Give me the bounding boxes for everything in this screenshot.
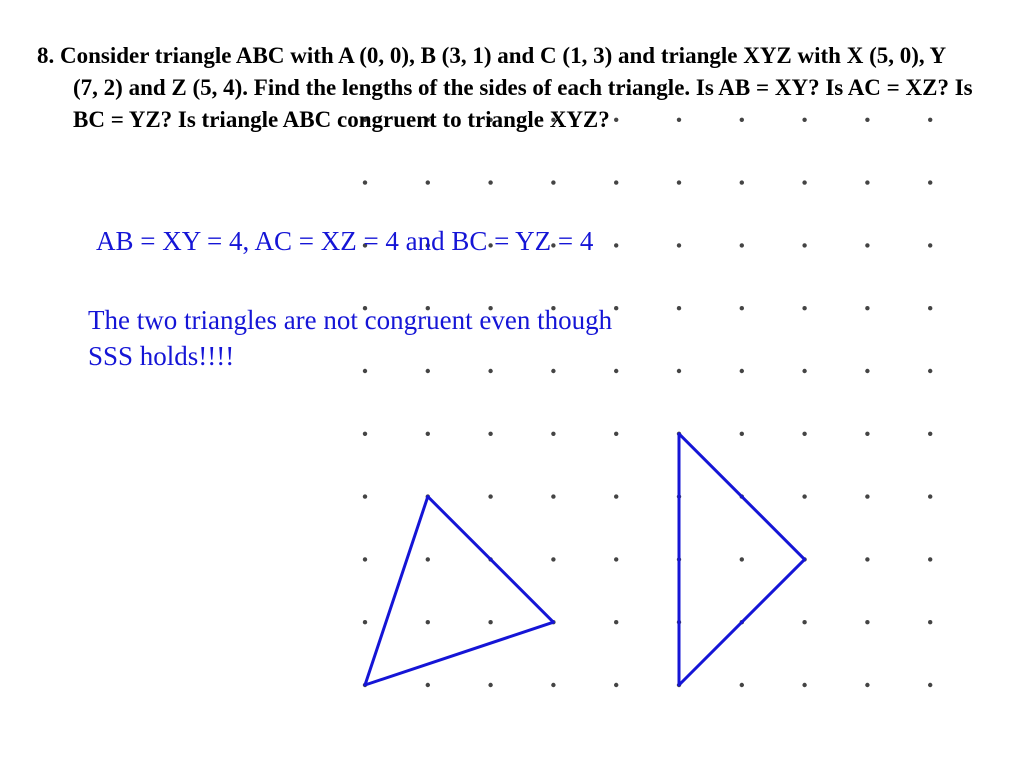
grid-dot [426,620,430,624]
grid-dot [802,369,806,373]
grid-dot [740,369,744,373]
grid-dot [865,243,869,247]
grid-dot [488,683,492,687]
grid-dot [614,557,618,561]
grid-dot [802,494,806,498]
grid-dot [551,494,555,498]
grid-dot [928,243,932,247]
grid-dot [928,432,932,436]
grid-dot [426,180,430,184]
grid-dot [865,494,869,498]
grid-dot [802,683,806,687]
triangles [365,434,805,685]
grid-dot [740,557,744,561]
grid-dot [614,494,618,498]
grid-dot [426,557,430,561]
grid-dot [363,180,367,184]
grid-dot [426,683,430,687]
grid-dot [802,306,806,310]
grid-dot [740,243,744,247]
grid-dot [614,683,618,687]
grid-dot [865,620,869,624]
grid-dot [865,432,869,436]
grid-dots [363,118,933,688]
grid-dot [614,432,618,436]
grid-dot [363,557,367,561]
answer-conclusion: The two triangles are not congruent even though SSS holds!!!! [88,305,613,371]
grid-dot [551,557,555,561]
grid-dot [802,620,806,624]
grid-dot [551,683,555,687]
grid-dot [363,494,367,498]
grid-dot [614,620,618,624]
grid-dot [928,683,932,687]
grid-dot [928,180,932,184]
grid-dot [928,306,932,310]
grid-dot [740,180,744,184]
grid-dot [865,557,869,561]
grid-dot [740,432,744,436]
grid-dot [551,180,555,184]
grid-dot [802,180,806,184]
grid-dot [677,180,681,184]
grid-dot [614,180,618,184]
grid-dot [865,180,869,184]
grid-dot [802,243,806,247]
answer-equality: AB = XY = 4, AC = XZ = 4 and BC = YZ = 4 [96,226,594,256]
question-text: 8. Consider triangle ABC with A (0, 0), B (3, 1) and C (1, 3) and triangle XYZ with X (5, 0), Y (7, 2) and Z (5, 4). Find the lengths of the sides of each triangle. Is AB = XY? Is AC = XZ? Is BC = YZ? Is triangle ABC congruent to triangle XYZ? [37,43,973,132]
grid-dot [677,306,681,310]
grid-dot [928,494,932,498]
grid-dot [865,306,869,310]
grid-dot [865,369,869,373]
grid-dot [363,620,367,624]
grid-dot [614,243,618,247]
grid-dot [740,683,744,687]
grid-dot [488,432,492,436]
grid-dot [677,243,681,247]
grid-dot [488,620,492,624]
grid-dot [865,683,869,687]
grid-dot [677,369,681,373]
grid-dot [551,432,555,436]
grid-dot [928,369,932,373]
grid-dot [740,306,744,310]
grid-dot [802,432,806,436]
triangle-abc [365,497,553,685]
grid-dot [928,620,932,624]
grid-dot [363,432,367,436]
grid-dot [488,494,492,498]
grid-dot [928,557,932,561]
grid-dot [488,180,492,184]
grid-dot [426,432,430,436]
